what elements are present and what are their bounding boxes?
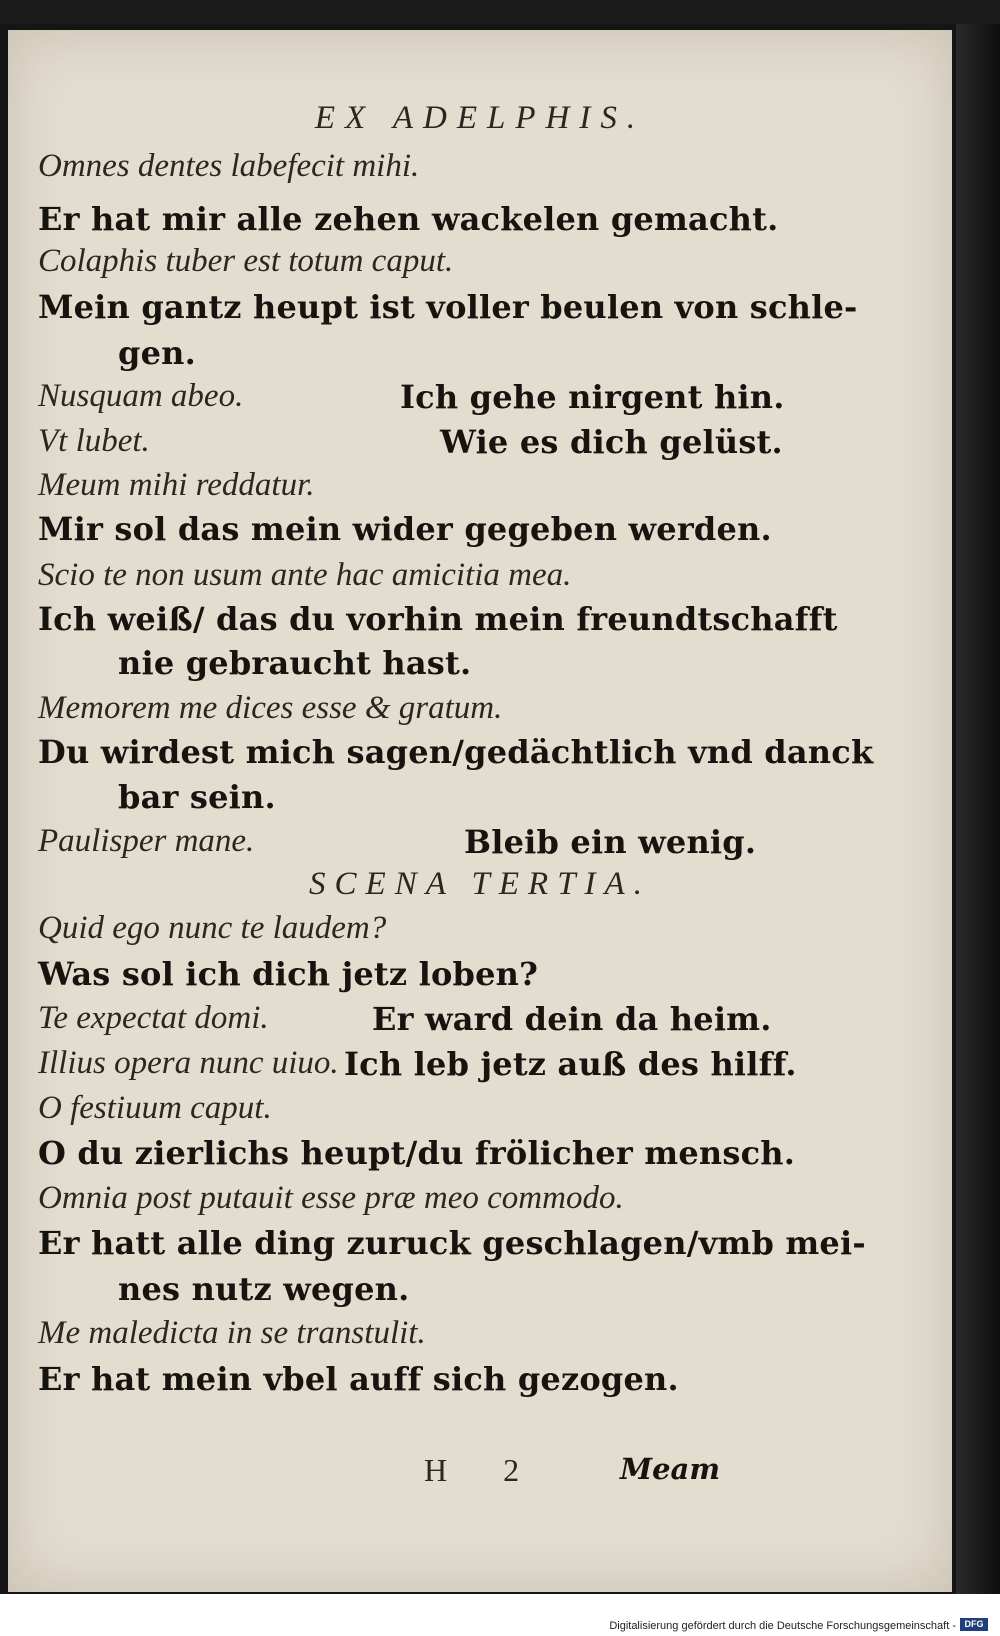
text-line: Ich weiß/ das du vorhin mein freundtschafft xyxy=(38,600,838,638)
text-line: Er hat mein vbel auff sich gezogen. xyxy=(38,1360,679,1398)
text-line: Du wirdest mich sagen/gedächtlich vnd danck xyxy=(38,733,874,771)
text-line-right: Wie es dich gelüst. xyxy=(440,423,783,461)
text-line: Colaphis tuber est totum caput. xyxy=(38,243,454,279)
scene-heading: SCENA TERTIA. xyxy=(309,866,651,902)
text-line: Scio te non usum ante hac amicitia mea. xyxy=(38,557,572,593)
text-line: nie gebraucht hast. xyxy=(118,644,472,682)
dfg-logo-icon: DFG xyxy=(960,1618,988,1631)
funding-credit: Digitalisierung gefördert durch die Deutsche Forschungsgemeinschaft - xyxy=(609,1620,956,1632)
text-line-left: Illius opera nunc uiuo. xyxy=(38,1045,339,1081)
text-line: O du zierlichs heupt/du frölicher mensch. xyxy=(38,1134,796,1172)
book-page xyxy=(8,30,952,1592)
text-line: nes nutz wegen. xyxy=(118,1270,410,1308)
text-line-right: Er ward dein da heim. xyxy=(372,1000,772,1038)
text-line: Meum mihi reddatur. xyxy=(38,467,315,503)
text-line: Omnia post putauit esse præ meo commodo. xyxy=(38,1180,624,1216)
signature-mark: H 2 xyxy=(424,1452,544,1488)
text-line: Er hat mir alle zehen wackelen gemacht. xyxy=(38,200,779,238)
text-line: Me maledicta in se transtulit. xyxy=(38,1315,426,1351)
text-line: Mein gantz heupt ist voller beulen von schle- xyxy=(38,288,858,326)
scan-right-edge xyxy=(956,24,1000,1594)
text-line-right: Ich gehe nirgent hin. xyxy=(400,378,785,416)
running-header: EX ADELPHIS. xyxy=(314,100,646,136)
text-line: O festiuum caput. xyxy=(38,1090,272,1126)
text-line-left: Paulisper mane. xyxy=(38,823,255,859)
text-line: Mir sol das mein wider gegeben werden. xyxy=(38,510,772,548)
text-line-left: Vt lubet. xyxy=(38,423,150,459)
catchword: Meam xyxy=(620,1452,721,1486)
text-line-right: Ich leb jetz auß des hilff. xyxy=(344,1045,797,1083)
text-line: Er hatt alle ding zuruck geschlagen/vmb mei- xyxy=(38,1224,866,1262)
text-line: Omnes dentes labefecit mihi. xyxy=(38,148,420,184)
scan-top-band xyxy=(0,0,1000,24)
text-line: gen. xyxy=(118,334,196,372)
text-line: Was sol ich dich jetz loben? xyxy=(38,955,539,993)
text-line: Quid ego nunc te laudem? xyxy=(38,910,387,946)
text-line-right: Bleib ein wenig. xyxy=(464,823,757,861)
text-line: Memorem me dices esse & gratum. xyxy=(38,690,503,726)
text-line: bar sein. xyxy=(118,778,276,816)
text-line-left: Nusquam abeo. xyxy=(38,378,244,414)
text-line-left: Te expectat domi. xyxy=(38,1000,269,1036)
